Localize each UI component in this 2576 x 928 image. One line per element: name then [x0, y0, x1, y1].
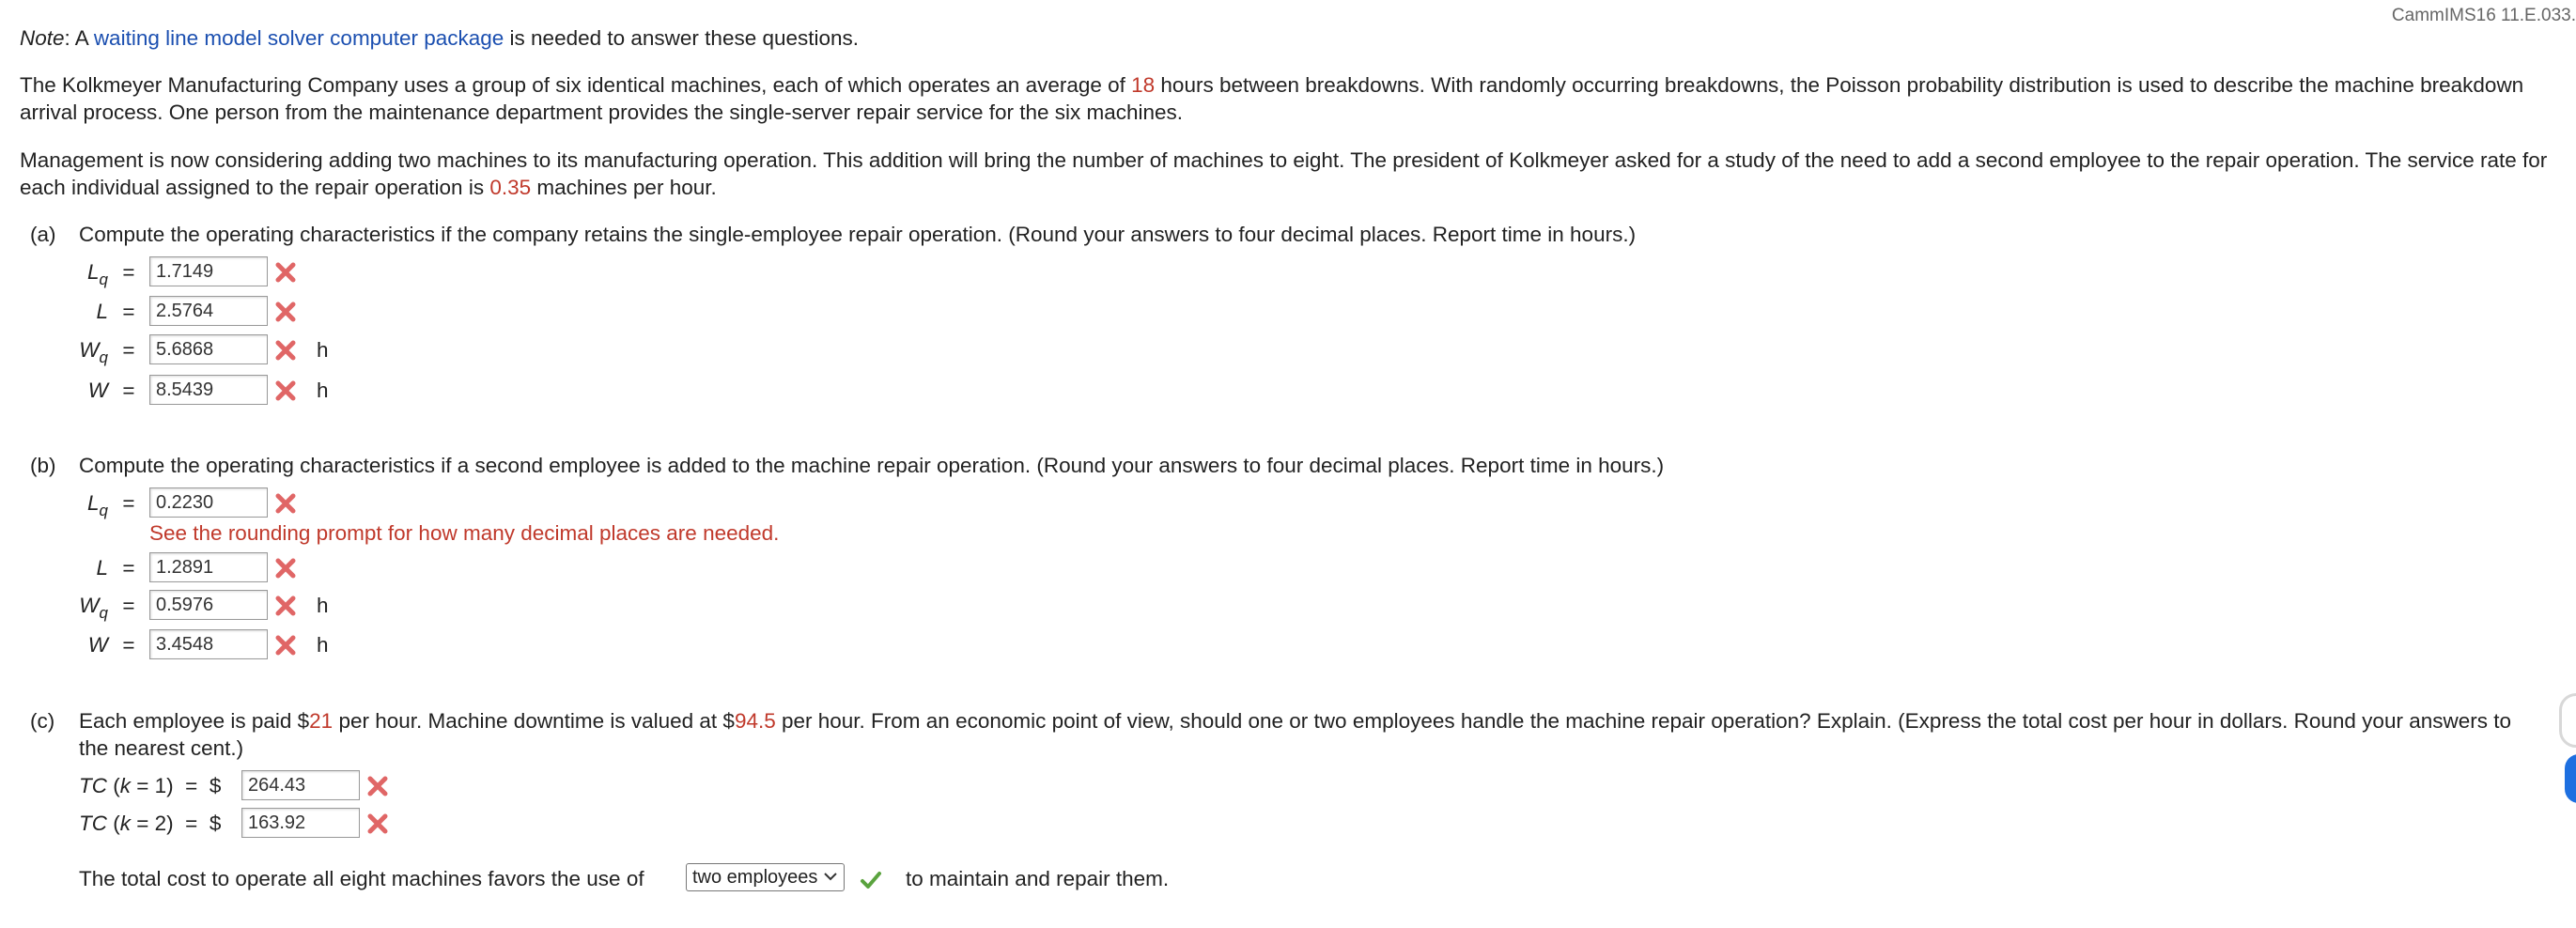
a-wq-input[interactable]: 5.6868 — [149, 334, 268, 364]
incorrect-x-icon — [274, 492, 297, 515]
correct-check-icon — [860, 869, 882, 891]
unit-hours: h — [317, 633, 329, 657]
downtime-cost: 94.5 — [734, 709, 776, 733]
part-a-prompt: Compute the operating characteristics if the company retains the single-employee repair operation. (Round your answers to four decimal places. Report time in hours.) — [79, 223, 1637, 246]
rounding-hint: See the rounding prompt for how many decimal places are needed. — [149, 521, 780, 545]
conclusion-row — [0, 863, 2576, 895]
a-l-input[interactable]: 2.5764 — [149, 296, 268, 326]
symbol-w: W — [87, 633, 108, 657]
side-tool-button[interactable] — [2559, 693, 2576, 748]
b-l-input[interactable]: 1.2891 — [149, 552, 268, 582]
symbol-l: L — [96, 556, 108, 580]
service-rate-value: 0.35 — [489, 176, 532, 199]
solver-package-link[interactable]: waiting line model solver computer package — [93, 26, 504, 50]
part-b-prompt: Compute the operating characteristics if a second employee is added to the machine repair operation. (Round your answers to four decimal places. Report time in hours.) — [79, 454, 1665, 477]
tc-k1-input[interactable]: 264.43 — [241, 770, 360, 800]
employee-wage: 21 — [309, 709, 334, 733]
symbol-l: L — [96, 300, 108, 323]
incorrect-x-icon — [274, 595, 297, 617]
conclusion-text-start: The total cost to operate all eight machines favors the use of — [79, 867, 644, 890]
employees-dropdown[interactable]: two employees — [686, 863, 845, 891]
symbol-w: W — [87, 379, 108, 402]
part-a-label: (a) — [30, 223, 56, 246]
a-w-input[interactable]: 8.5439 — [149, 375, 268, 405]
incorrect-x-icon — [366, 775, 389, 797]
incorrect-x-icon — [274, 557, 297, 580]
intro-paragraph-1: The Kolkmeyer Manufacturing Company uses a group of six identical machines, each of which operates an average of 18 hours between breakdowns. With randomly occurring breakdowns, the Poisson probability distribution is used to describe the machine breakdown arrival process. One person from the maintenance department provides the single-server repair service for the six machines. — [20, 73, 2524, 124]
conclusion-text-end: to maintain and repair them. — [906, 867, 1170, 890]
unit-hours: h — [317, 379, 329, 402]
symbol-wq: $W_q$ — [79, 594, 108, 622]
b-wq-input[interactable]: 0.5976 — [149, 590, 268, 620]
tc-k2-label: TC (k = 2) = $ — [79, 812, 222, 835]
part-c-label: (c) — [30, 709, 55, 733]
tc-k1-label: TC (k = 1) = $ — [79, 774, 222, 797]
a-lq-input[interactable]: 1.7149 — [149, 256, 268, 286]
incorrect-x-icon — [274, 301, 297, 323]
chevron-down-icon — [823, 868, 838, 885]
b-w-input[interactable]: 3.4548 — [149, 629, 268, 659]
intro-paragraph-2: Management is now considering adding two machines to its manufacturing operation. This addition will bring the number of machines to eight. The president of Kolkmeyer asked for a study of the need to add a second employee to the repair operation. The service rate for each individual assigned to the repair operation is 0.35 machines per hour. — [20, 148, 2548, 199]
note-line: Note: A waiting line model solver computer package is needed to answer these questions. — [20, 26, 860, 50]
symbol-lq: $L_q$ — [87, 491, 108, 519]
incorrect-x-icon — [274, 339, 297, 362]
tc-k2-input[interactable]: 163.92 — [241, 808, 360, 838]
incorrect-x-icon — [366, 812, 389, 835]
side-help-button[interactable] — [2565, 754, 2576, 803]
symbol-wq: $W_q$ — [79, 338, 108, 366]
incorrect-x-icon — [274, 261, 297, 284]
part-b-label: (b) — [30, 454, 56, 477]
incorrect-x-icon — [274, 379, 297, 402]
symbol-lq: $L_q$ — [87, 260, 108, 288]
unit-hours: h — [317, 338, 329, 362]
problem-reference-code: CammIMS16 11.E.033. — [2391, 6, 2576, 25]
hours-between-breakdowns: 18 — [1131, 73, 1156, 97]
part-c-prompt: Each employee is paid $21 per hour. Machine downtime is valued at $94.5 per hour. From an economic point of view, should one or two employees handle the machine repair operation? Explain. (Express the total cost per hour in dollars. Round your answers to the nearest cent.) — [79, 709, 2511, 760]
incorrect-x-icon — [274, 634, 297, 657]
b-lq-input[interactable]: 0.2230 — [149, 487, 268, 518]
note-label: Note — [20, 26, 65, 50]
unit-hours: h — [317, 594, 329, 617]
